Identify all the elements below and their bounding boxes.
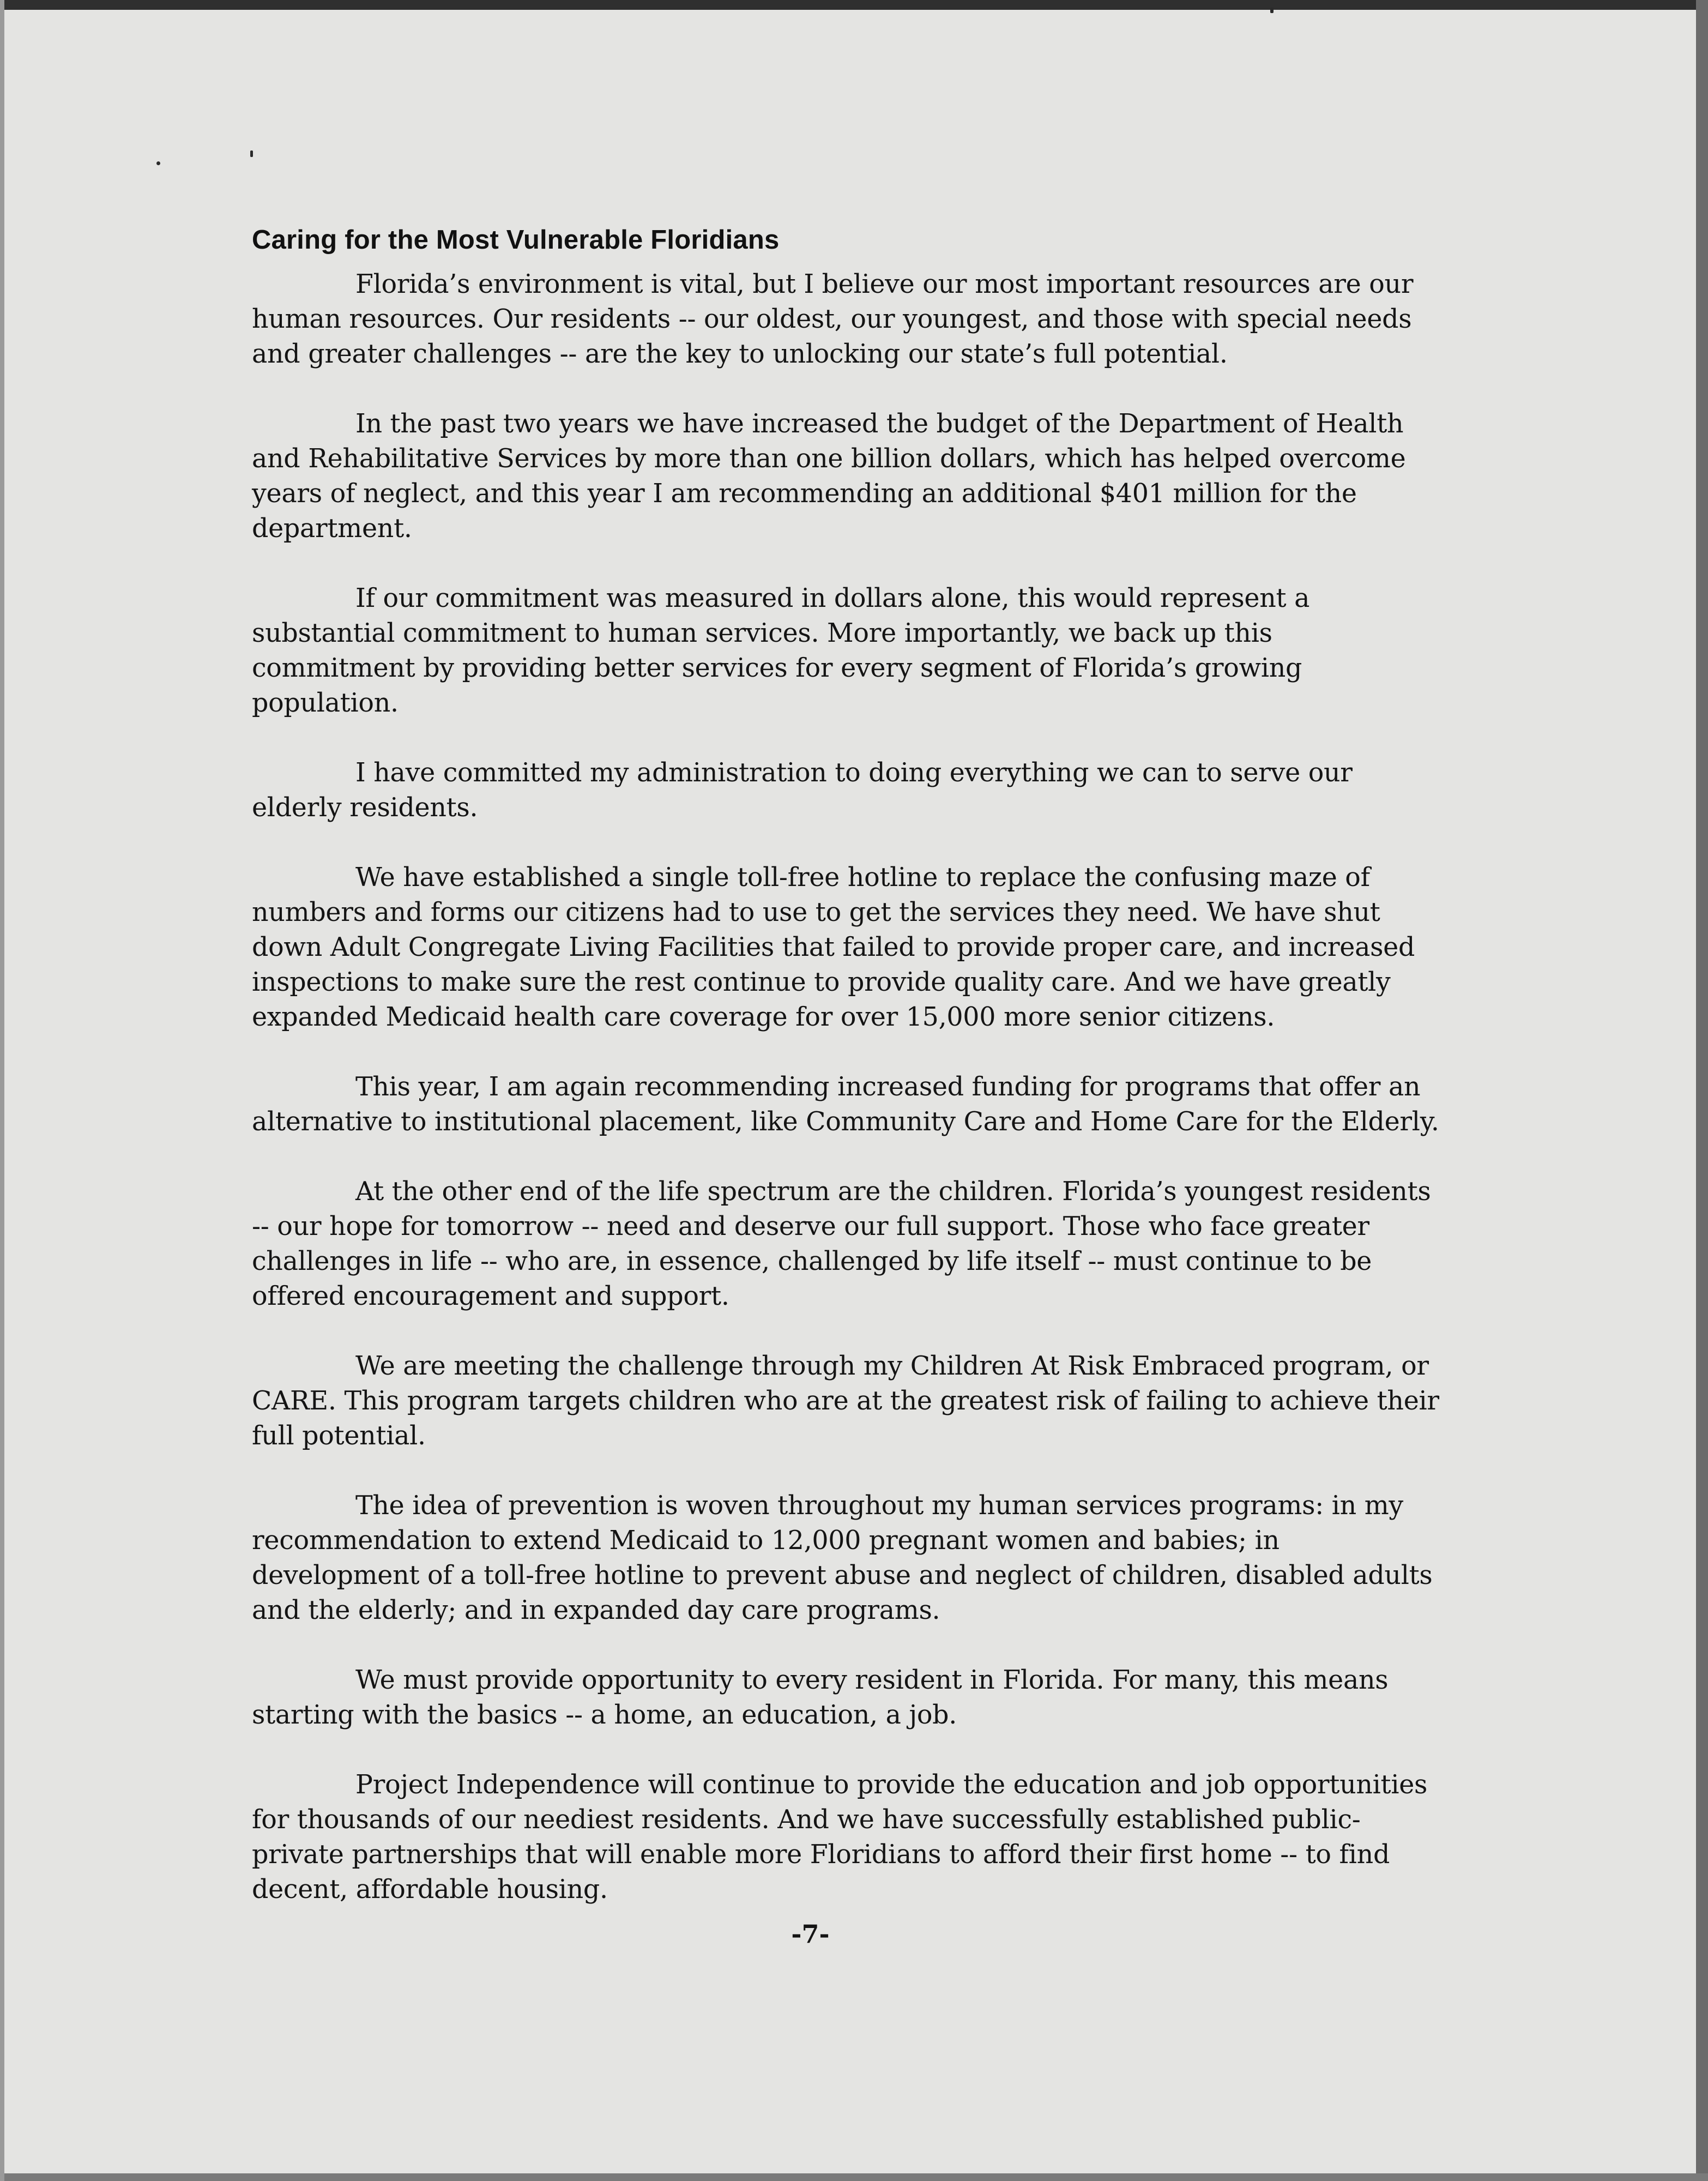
page-body (252, 224, 1440, 1942)
scan-border-bottom (0, 2173, 1708, 2181)
section-heading: Caring for the Most Vulnerable Floridians (252, 225, 780, 255)
paragraph: We are meeting the challenge through my Children At Risk Embraced program, or CARE. This program targets children who are at the greatest risk of failing to achieve their full potential. (252, 1351, 1439, 1451)
paragraph: This year, I am again recommending increased funding for programs that offer an alternative to institutional placement, like Community Care and Home Care for the Elderly. (252, 1072, 1439, 1137)
scan-speck (1270, 8, 1274, 13)
scan-border-right (1696, 0, 1708, 2181)
scan-border-left (0, 0, 4, 2181)
paragraph: At the other end of the life spectrum are the children. Florida’s youngest residents -- our hope for tomorrow -- need and deserve our full support. Those who face greater challenges in life -- who are, in essence, challenged by life itself -- must continue to be offered encouragement and support. (252, 1177, 1431, 1311)
scan-speck (250, 150, 253, 157)
paragraph: Project Independence will continue to provide the education and job opportunities for thousands of our neediest residents. And we have successfully established public-private partnerships that will enable more Floridians to afford their first home -- to find decent, affordable housing. (252, 1770, 1428, 1905)
scan-speck (156, 161, 160, 165)
paragraph: If our commitment was measured in dollars alone, this would represent a substantial commitment to human services. More importantly, we back up this commitment by providing better services for every segment of Florida’s growing population. (252, 583, 1310, 718)
paragraph: Florida’s environment is vital, but I believe our most important resources are our human resources. Our residents -- our oldest, our youngest, and those with special needs and greater challenges -- are the key to unlocking our state’s full potential. (252, 269, 1414, 369)
paragraph: I have committed my administration to doing everything we can to serve our elderly residents. (252, 758, 1353, 823)
paragraph: In the past two years we have increased the budget of the Department of Health and Rehabilitative Services by more than one billion dollars, which has helped overcome years of neglect, and this year I am recommending an additional $401 million for the department. (252, 409, 1406, 544)
paragraph: The idea of prevention is woven throughout my human services programs: in my recommendation to extend Medicaid to 12,000 pregnant women and babies; in development of a toll-free hotline to prevent abuse and neglect of children, disabled adults and the elderly; and in expanded day care programs. (252, 1491, 1433, 1625)
paragraph: We have established a single toll-free hotline to replace the confusing maze of numbers and forms our citizens had to use to get the services they need. We have shut down Adult Congregate Living Facilities that failed to provide proper care, and increased inspections to make sure the rest continue to provide quality care. And we have greatly expanded Medicaid health care coverage for over 15,000 more senior citizens. (252, 863, 1415, 1032)
paragraph: We must provide opportunity to every resident in Florida. For many, this means starting with the basics -- a home, an education, a job. (252, 1665, 1389, 1730)
page-number: -7- (791, 1919, 830, 1949)
scan-border-top (0, 0, 1708, 10)
